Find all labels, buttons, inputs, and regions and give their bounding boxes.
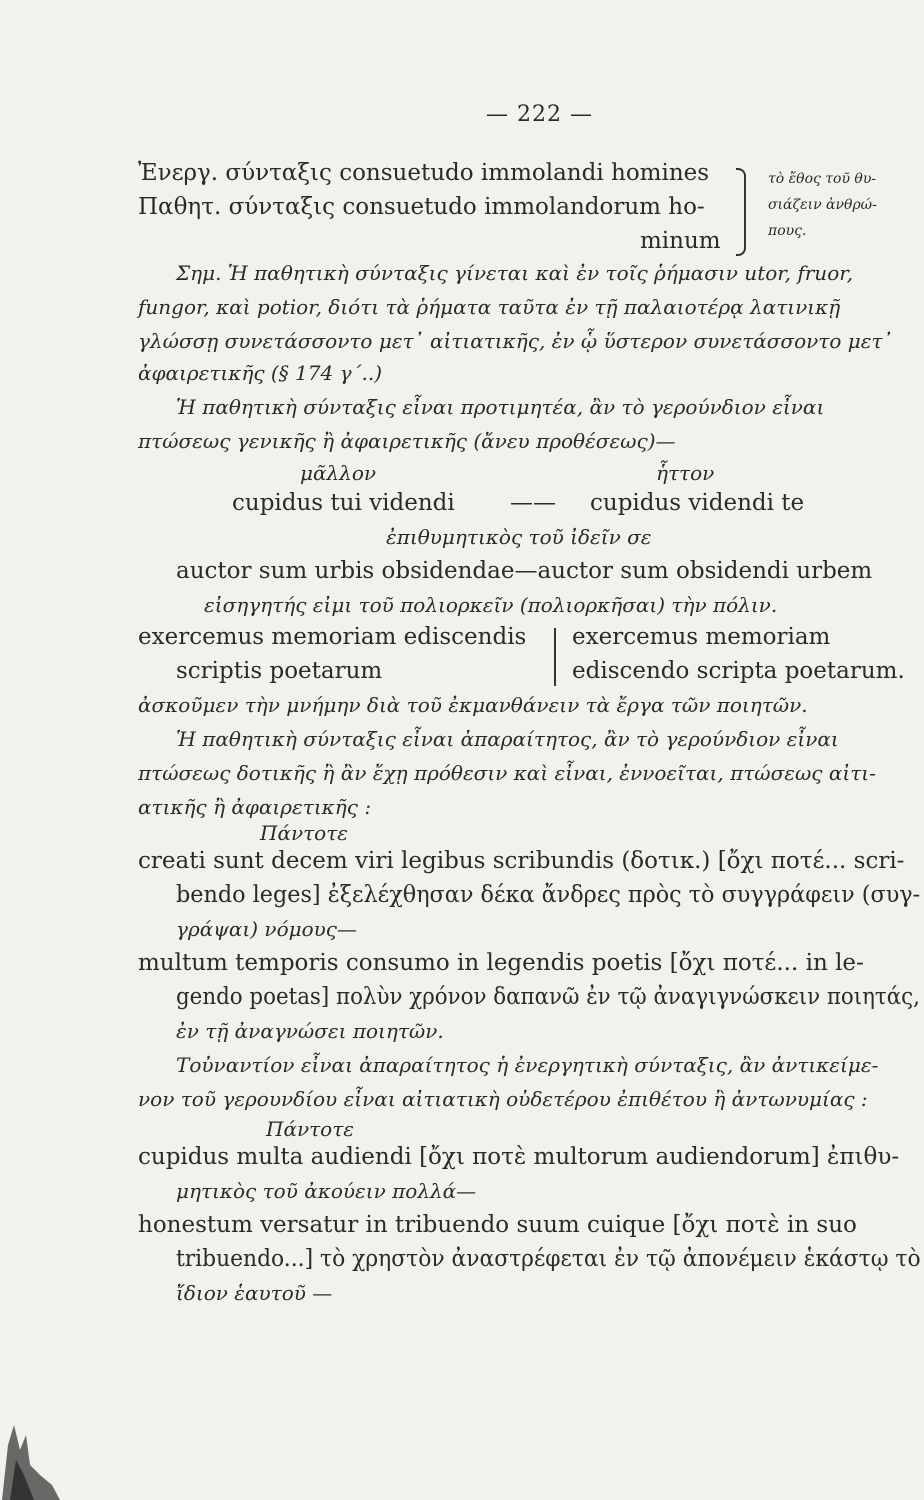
text-line: Ἐνεργ. σύνταξις consuetudo immolandi homines [138, 160, 710, 186]
text-line: Σημ. Ἡ παθητικὴ σύνταξις γίνεται καὶ ἐν τοῖς ῥήμασιν utor, fruor, [176, 261, 853, 285]
bracket [554, 628, 556, 686]
text-line: cupidus tui videndi [232, 490, 455, 516]
text-line: νον τοῦ γερουνδίου εἶναι αἰτιατικὴ οὐδετέρου ἐπιθέτου ἢ ἀντωνυμίας : [138, 1087, 868, 1111]
side-note: τὸ ἔθος τοῦ θυ- [768, 171, 877, 187]
text-line: ἴδιον ἑαυτοῦ — [176, 1281, 333, 1305]
text-line: auctor sum urbis obsidendae—auctor sum obsidendi urbem [176, 558, 873, 584]
text-line: fungor, καὶ potior, διότι τὰ ῥήματα ταῦτα ἐν τῇ παλαιοτέρᾳ λατινικῇ [138, 295, 841, 319]
text-line: multum temporis consumo in legendis poetis [ὄχι ποτέ... in le- [138, 950, 864, 976]
text-line: Παθητ. σύνταξις consuetudo immolandorum ho- [138, 194, 705, 220]
text-line: εἰσηγητής εἰμι τοῦ πολιορκεῖν (πολιορκῆσαι) τὴν πόλιν. [204, 593, 778, 617]
text-line: bendo leges] ἐξελέχθησαν δέκα ἄνδρες πρὸς τὸ συγγράφειν (συγ- [176, 882, 921, 908]
text-line: Ἡ παθητικὴ σύνταξις εἶναι ἀπαραίτητος, ἂν τὸ γερούνδιον εἶναι [176, 727, 839, 751]
page-number: — 222 — [486, 102, 593, 127]
column-heading: ἧττον [656, 461, 715, 485]
text-line: ἐπιθυμητικὸς τοῦ ἰδεῖν σε [386, 525, 652, 549]
text-line: ἀσκοῦμεν τὴν μνήμην διὰ τοῦ ἐκμανθάνειν τὰ ἔργα τῶν ποιητῶν. [138, 693, 808, 717]
text-line: γράψαι) νόμους— [176, 917, 358, 941]
text-line: ἀφαιρετικῆς (§ 174 γ΄..) [138, 361, 383, 385]
text-line: ἐν τῇ ἀναγνώσει ποιητῶν. [176, 1019, 444, 1043]
text-line: minum [640, 228, 721, 254]
text-line: exercemus memoriam [572, 624, 831, 650]
text-line: creati sunt decem viri legibus scribundis (δοτικ.) [ὄχι ποτέ... scri- [138, 848, 905, 874]
text-line: πτώσεως γενικῆς ἢ ἀφαιρετικῆς (ἄνευ προθέσεως)— [138, 429, 676, 453]
text-line: γλώσσῃ συνετάσσοντο μετ᾽ αἰτιατικῆς, ἐν ᾧ ὕστερον συνετάσσοντο μετ᾽ [138, 329, 893, 353]
text-line: Ἡ παθητικὴ σύνταξις εἶναι προτιμητέα, ἂν τὸ γερούνδιον εἶναι [176, 395, 825, 419]
text-line: Τοὐναντίον εἶναι ἀπαραίτητος ἡ ἐνεργητικὴ σύνταξις, ἂν ἀντικείμε- [176, 1053, 879, 1077]
section-label: Πάντοτε [266, 1117, 355, 1141]
text-line: cupidus multa audiendi [ὄχι ποτὲ multorum audiendorum] ἐπιθυ- [138, 1144, 900, 1170]
side-note: σιάζειν ἀνθρώ- [768, 197, 877, 213]
text-line: cupidus videndi te [590, 490, 805, 516]
text-line: exercemus memoriam ediscendis [138, 624, 527, 650]
text-line: scriptis poetarum [176, 658, 383, 684]
text-line: gendo poetas] πολὺν χρόνον δαπανῶ ἐν τῷ ἀναγιγνώσκειν ποιητάς, [176, 984, 920, 1010]
text-line: μητικὸς τοῦ ἀκούειν πολλά— [176, 1179, 477, 1203]
column-heading: μᾶλλον [300, 461, 377, 485]
text-line: ediscendo scripta poetarum. [572, 658, 905, 684]
text-line: tribuendo...] τὸ χρηστὸν ἀναστρέφεται ἐν τῷ ἀπονέμειν ἑκάστῳ τὸ [176, 1246, 921, 1272]
section-label: Πάντοτε [260, 821, 349, 845]
text-line: honestum versatur in tribuendo suum cuique [ὄχι ποτὲ in suo [138, 1212, 857, 1238]
text-line: πτώσεως δοτικῆς ἢ ἂν ἔχῃ πρόθεσιν καὶ εἶναι, ἐννοεῖται, πτώσεως αἰτι- [138, 761, 876, 785]
page-damage-mark [0, 1405, 60, 1500]
curly-brace [736, 168, 746, 256]
side-note: πους. [768, 223, 807, 239]
text-line: ατικῆς ἢ ἀφαιρετικῆς : [138, 795, 372, 819]
dash-separator: —— [510, 490, 556, 516]
